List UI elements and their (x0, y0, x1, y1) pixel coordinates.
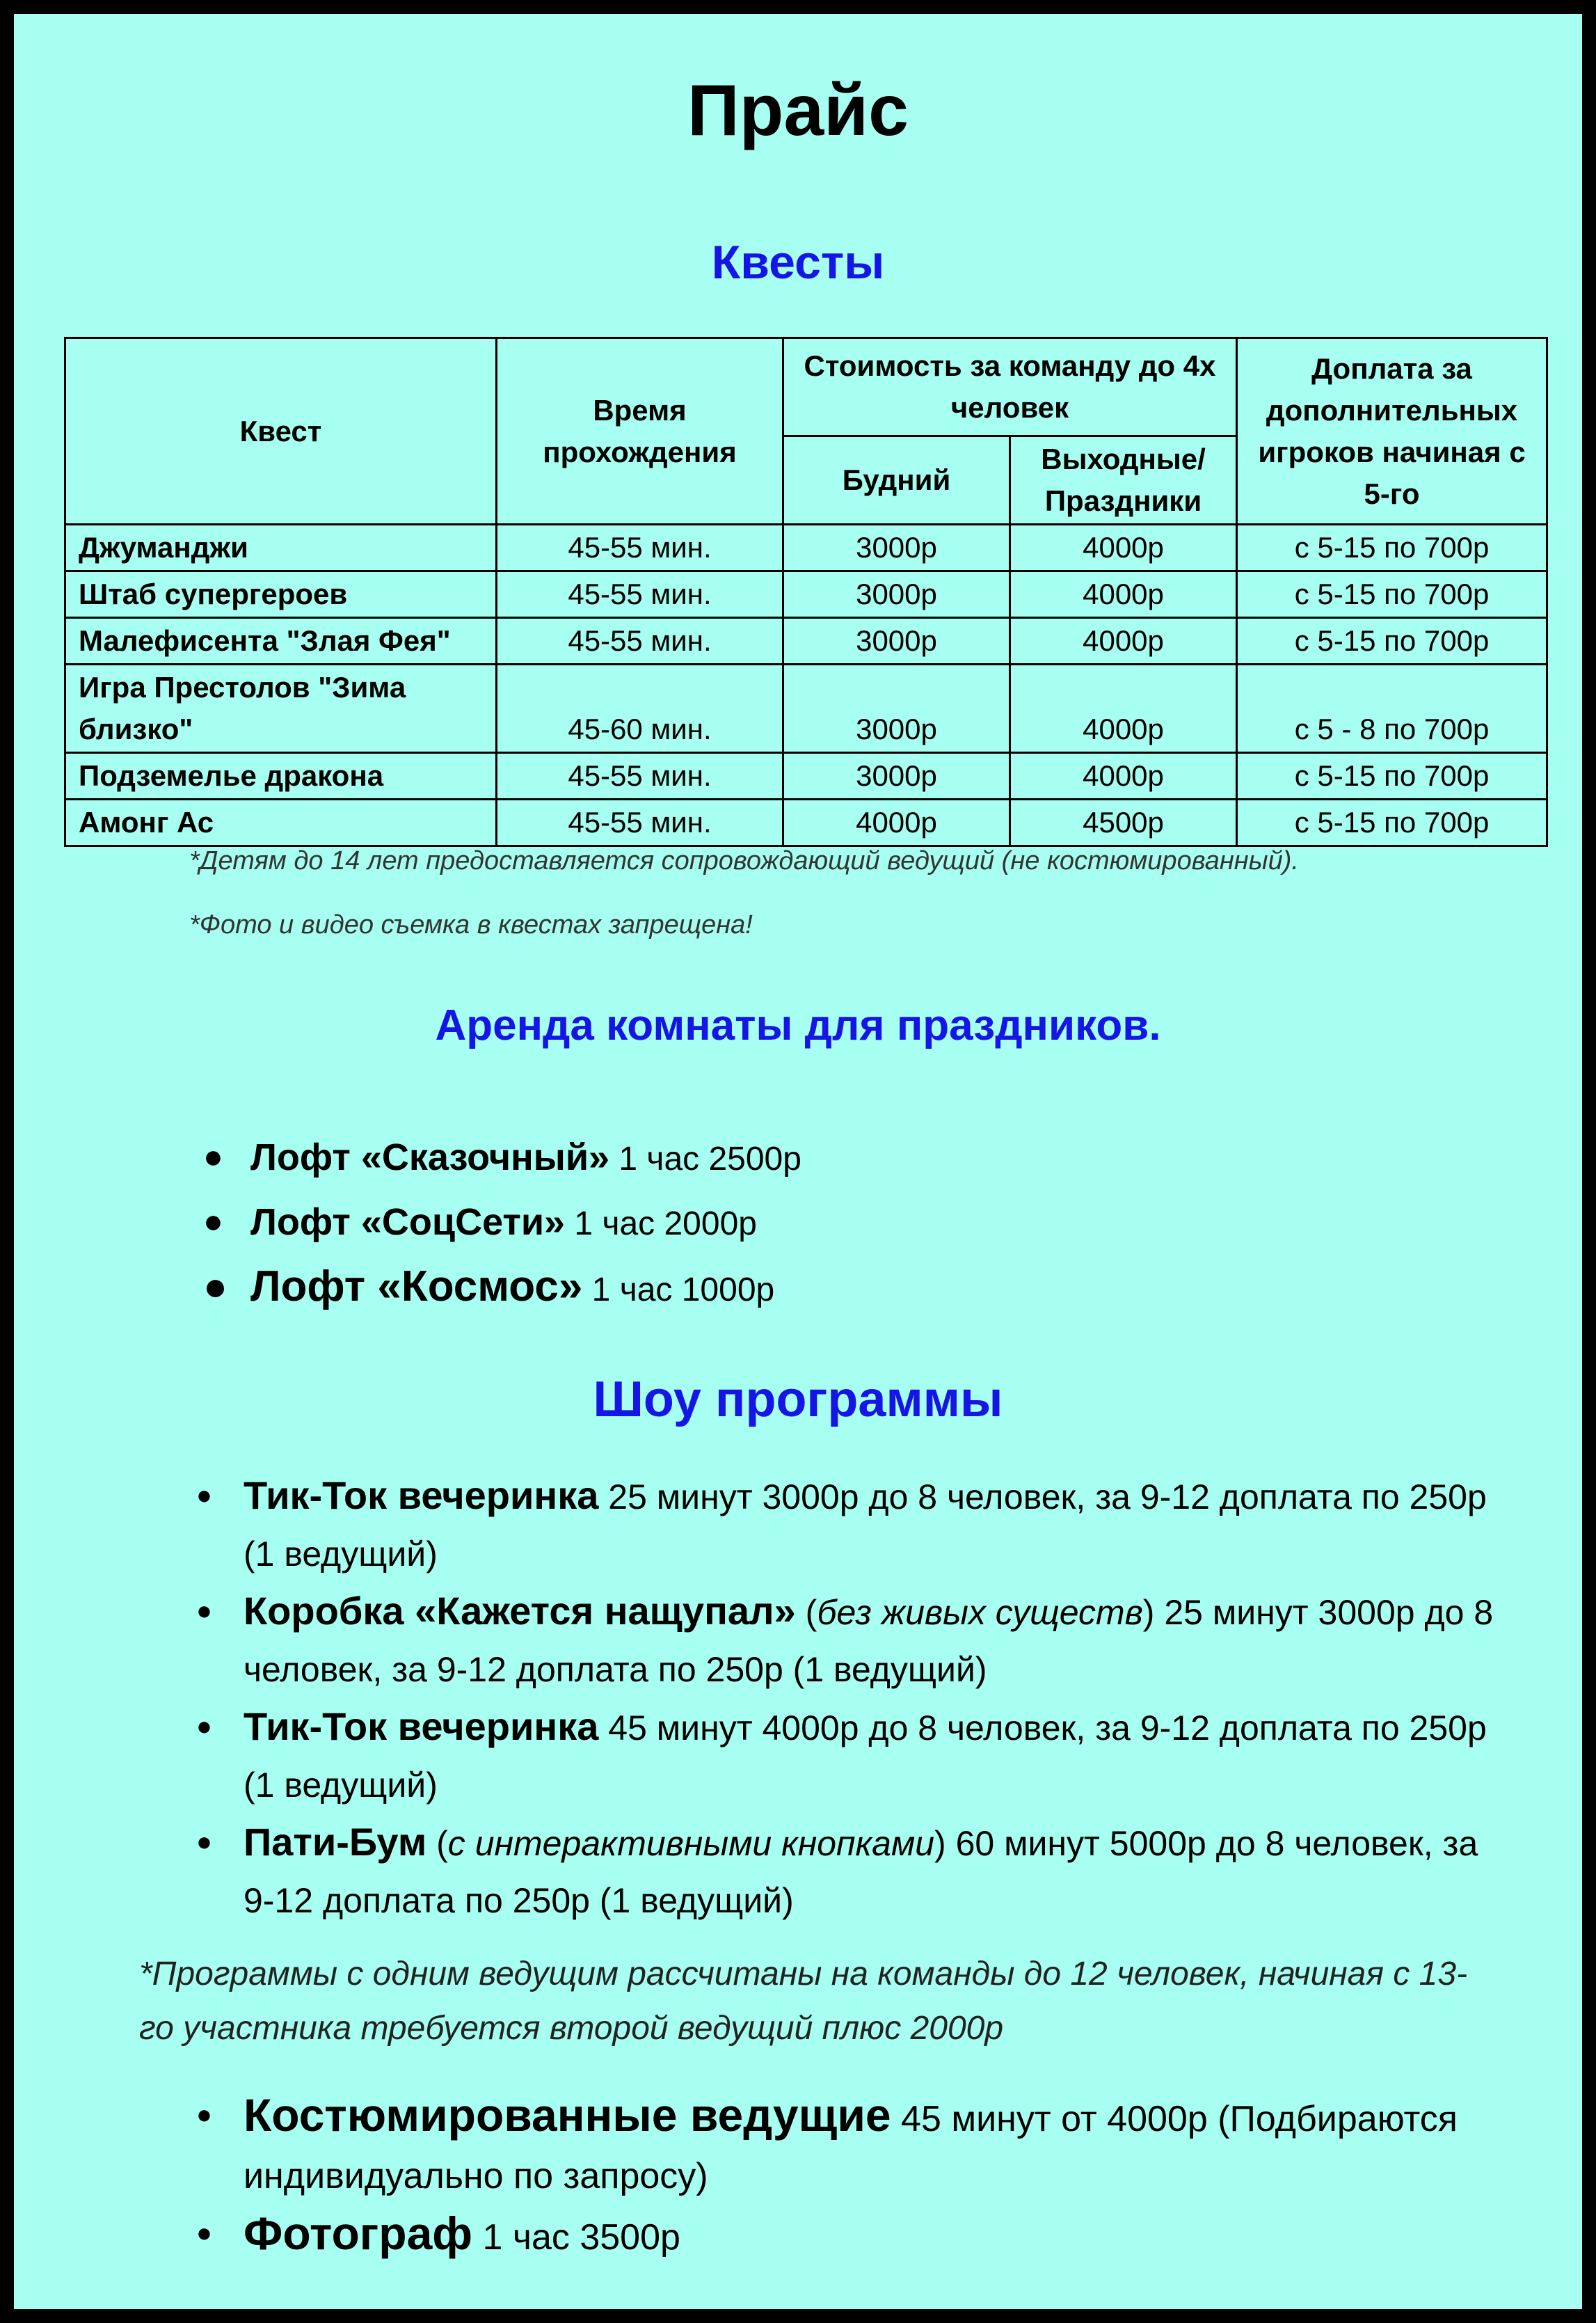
header-weekend: Выходные/ Праздники (1010, 436, 1237, 525)
quest-name: Игра Престолов "Зима близко" (65, 665, 497, 753)
table-row (65, 525, 1547, 571)
show-desc: 60 минут 5000р до 8 человек, за 9-12 доплата по 250р (1 ведущий) (244, 1824, 1478, 1920)
list-item (196, 2086, 1517, 2205)
show-paren-close: ) (1142, 1593, 1155, 1632)
bullet-icon: ● (203, 1203, 223, 1240)
header-time: Время прохождения (497, 338, 783, 525)
list-item (203, 1191, 801, 1255)
show-desc: 45 минут 4000р до 8 человек, за 9-12 доплата по 250р (1 ведущий) (244, 1708, 1487, 1805)
quest-time: 45-55 мин. (497, 618, 783, 665)
quest-name: Штаб супергероев (65, 571, 497, 618)
rooms-list (203, 1126, 801, 1322)
quest-extra-price: с 5-15 по 700р (1237, 618, 1547, 665)
bullet-icon: ● (196, 1596, 212, 1626)
show-name: Пати-Бум (244, 1820, 427, 1864)
header-weekday: Будний (783, 436, 1010, 525)
quest-name: Малефисента "Злая Фея" (65, 618, 497, 665)
page-title: Прайс (687, 70, 909, 151)
quests-heading: Квесты (711, 236, 885, 289)
bullet-icon: ● (196, 2100, 212, 2130)
show-name: Коробка «Кажется нащупал» (244, 1589, 796, 1633)
rooms-heading: Аренда комнаты для праздников. (435, 1001, 1161, 1049)
header-cost: Стоимость за команду до 4х человек (783, 338, 1237, 436)
quests-table (64, 337, 1548, 847)
quest-time: 45-55 мин. (497, 525, 783, 571)
room-name: Лофт «Космос» (250, 1262, 583, 1310)
room-price: 1 час 1000р (582, 1271, 775, 1308)
quest-weekend-price: 4000р (1010, 665, 1237, 753)
price-sheet (7, 7, 1589, 2316)
room-name: Лофт «СоцСети» (250, 1201, 566, 1243)
list-item (203, 1126, 801, 1191)
quest-name: Подземелье дракона (65, 753, 497, 800)
bullet-icon: ● (203, 1139, 223, 1175)
quest-name: Джуманджи (65, 525, 497, 571)
bullet-icon: ● (196, 2219, 212, 2248)
extra-desc: 45 минут от 4000р (Подбираются индивидуально по запросу) (244, 2099, 1458, 2196)
quests-note-children: *Детям до 14 лет предоставляется сопровождающий ведущий (не костюмированный). (189, 846, 1299, 875)
quests-note-photo: *Фото и видео съемка в квестах запрещена! (189, 910, 753, 939)
quest-extra-price: с 5-15 по 700р (1237, 525, 1547, 571)
quest-time: 45-55 мин. (497, 753, 783, 800)
quest-weekday-price: 3000р (783, 665, 1010, 753)
show-name: Тик-Ток вечеринка (244, 1473, 599, 1517)
show-paren-close: ) (934, 1824, 946, 1863)
quest-weekday-price: 3000р (783, 618, 1010, 665)
bullet-icon: ● (203, 1264, 228, 1309)
bullet-icon: ● (196, 1481, 212, 1510)
quest-weekday-price: 4000р (783, 800, 1010, 846)
quest-extra-price: с 5-15 по 700р (1237, 571, 1547, 618)
show-paren-open: ( (795, 1593, 817, 1632)
bullet-icon: ● (196, 1828, 212, 1857)
table-row (65, 753, 1547, 800)
extra-name: Костюмированные ведущие (244, 2089, 891, 2141)
list-item (196, 1698, 1517, 1814)
show-name: Тик-Ток вечеринка (244, 1704, 599, 1748)
list-item (196, 1583, 1517, 1698)
shows-list (196, 1467, 1517, 1929)
quest-weekend-price: 4000р (1010, 753, 1237, 800)
extra-name: Фотограф (244, 2207, 473, 2259)
quest-weekday-price: 3000р (783, 571, 1010, 618)
quest-weekday-price: 3000р (783, 525, 1010, 571)
quest-extra-price: с 5 - 8 по 700р (1237, 665, 1547, 753)
bullet-icon: ● (196, 1712, 212, 1741)
room-price: 1 час 2000р (565, 1205, 757, 1242)
room-name: Лофт «Сказочный» (250, 1136, 610, 1178)
quest-weekend-price: 4500р (1010, 800, 1237, 846)
quest-weekend-price: 4000р (1010, 618, 1237, 665)
table-row (65, 800, 1547, 846)
table-header-row (65, 338, 1547, 436)
quest-time: 45-55 мин. (497, 800, 783, 846)
quest-name: Амонг Ас (65, 800, 497, 846)
list-item (196, 2205, 1517, 2266)
extra-desc: 1 час 3500р (472, 2217, 680, 2258)
show-note: без живых существ (817, 1593, 1143, 1632)
quest-extra-price: с 5-15 по 700р (1237, 753, 1547, 800)
list-item (203, 1255, 801, 1322)
show-desc: 25 минут 3000р до 8 человек, за 9-12 доплата по 250р (1 ведущий) (244, 1593, 1494, 1689)
quest-time: 45-60 мин. (497, 665, 783, 753)
quest-weekend-price: 4000р (1010, 571, 1237, 618)
quest-weekday-price: 3000р (783, 753, 1010, 800)
list-item (196, 1467, 1517, 1583)
show-desc: 25 минут 3000р до 8 человек, за 9-12 доплата по 250р (1 ведущий) (244, 1477, 1487, 1573)
quest-extra-price: с 5-15 по 700р (1237, 800, 1547, 846)
quest-weekend-price: 4000р (1010, 525, 1237, 571)
table-row (65, 665, 1547, 753)
header-extra: Доплата за дополнительных игроков начиная с 5-го (1237, 338, 1547, 525)
show-paren-open: ( (426, 1824, 448, 1863)
quest-time: 45-55 мин. (497, 571, 783, 618)
extras-list (196, 2086, 1517, 2266)
table-row (65, 618, 1547, 665)
header-quest: Квест (65, 338, 497, 525)
list-item (196, 1814, 1517, 1929)
shows-heading: Шоу программы (593, 1372, 1003, 1427)
room-price: 1 час 2500р (609, 1141, 801, 1178)
table-row (65, 571, 1547, 618)
shows-note: *Программы с одним ведущим рассчитаны на команды до 12 человек, начиная с 13-го участника требуется второй ведущий плюс 2000р (139, 1956, 1468, 2047)
show-note: с интерактивными кнопками (447, 1824, 935, 1863)
